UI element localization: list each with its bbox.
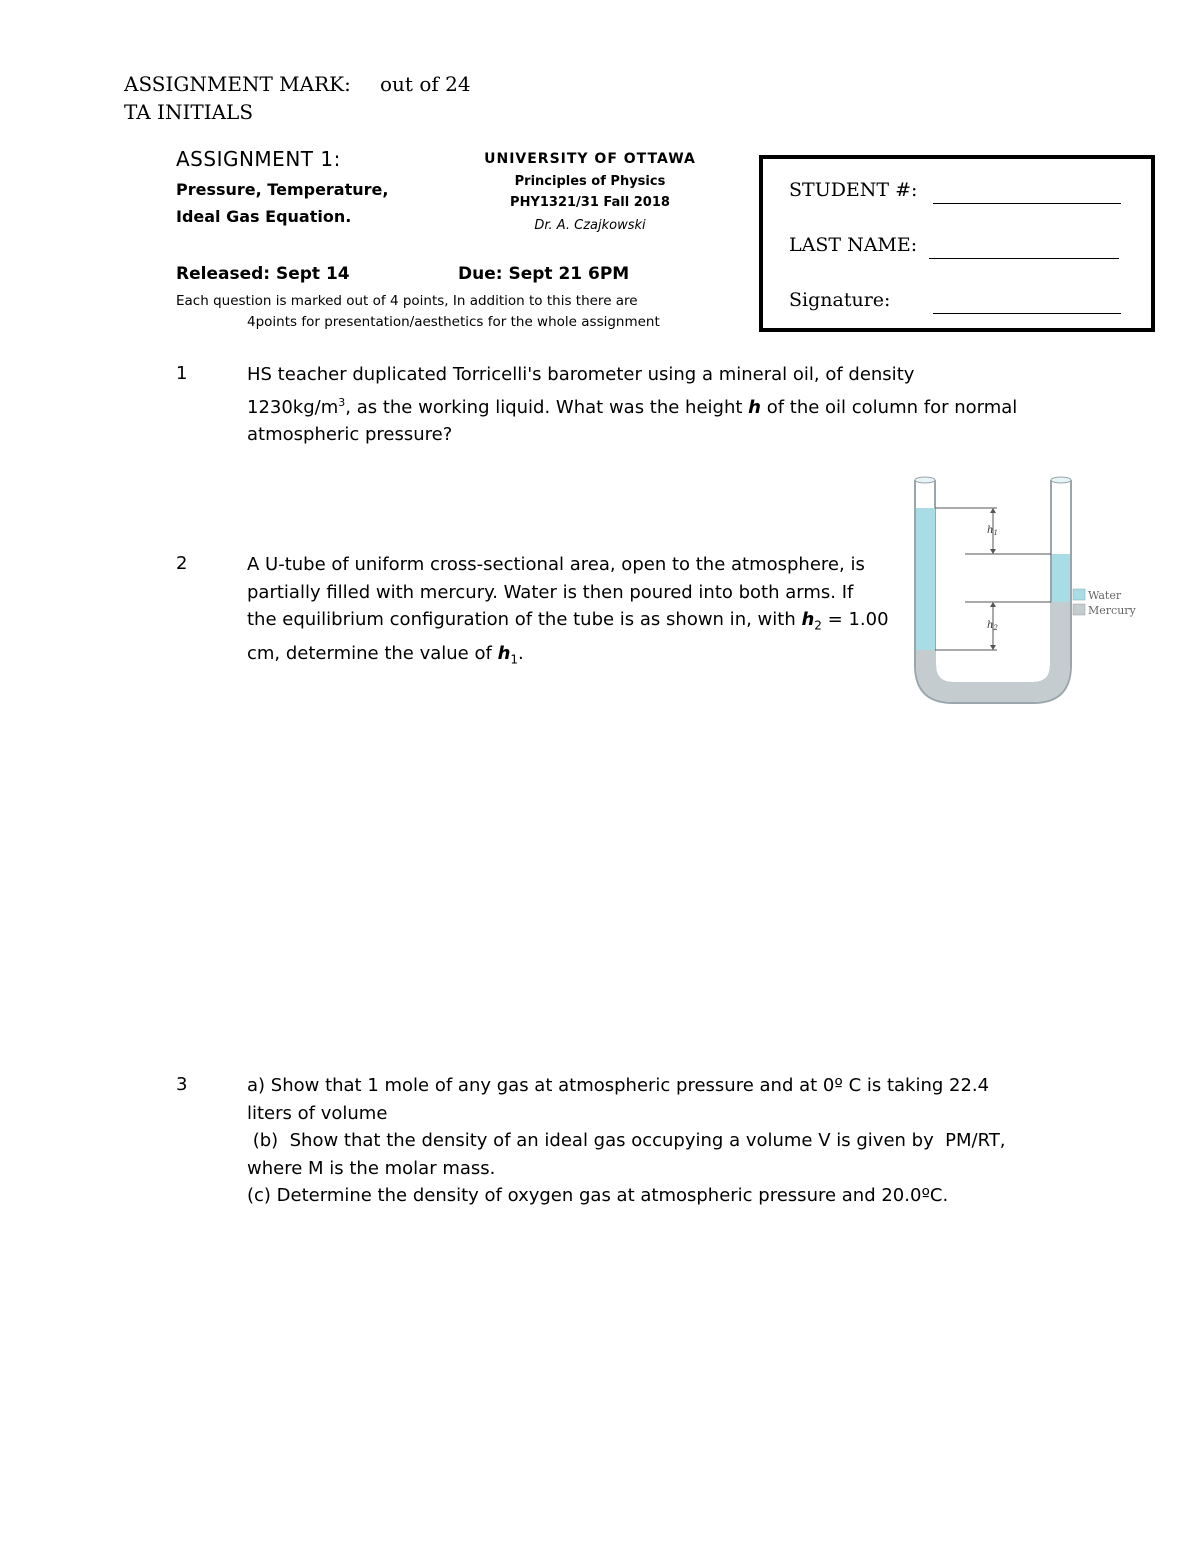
legend-water-label: Water bbox=[1088, 589, 1122, 602]
last-name-row bbox=[789, 234, 917, 256]
question-1-line1: HS teacher duplicated Torricelli's barometer using a mineral oil, of density bbox=[247, 364, 915, 385]
assignment-mark-line bbox=[124, 72, 471, 96]
last-name-label: LAST NAME: bbox=[789, 234, 918, 256]
water-right-column bbox=[1052, 554, 1070, 602]
course-code: PHY1321/31 Fall 2018 bbox=[510, 195, 670, 210]
question-3-line3: (b) Show that the density of an ideal gas occupying a volume V is given by PM/RT, bbox=[247, 1130, 1006, 1151]
university-name: UNIVERSITY OF OTTAWA bbox=[484, 151, 696, 167]
released-date: Released: Sept 14 bbox=[176, 264, 350, 284]
marking-scheme-line1: Each question is marked out of 4 points, In addition to this there are bbox=[176, 293, 638, 309]
student-info-box bbox=[759, 155, 1155, 332]
h2-label: $h_2$ bbox=[987, 620, 998, 632]
ta-initials-label: TA INITIALS bbox=[124, 100, 254, 124]
question-2-number: 2 bbox=[176, 553, 188, 574]
legend-mercury-swatch bbox=[1073, 604, 1085, 615]
question-3-line5: (c) Determine the density of oxygen gas at atmospheric pressure and 20.0ºC. bbox=[247, 1185, 949, 1206]
student-number-field[interactable] bbox=[933, 203, 1121, 204]
assignment-mark-label: ASSIGNMENT MARK: bbox=[124, 72, 351, 96]
question-1-line2: $1230kg/m^3$, as the working liquid. What was the height h of the oil column for normal bbox=[247, 395, 1018, 418]
last-name-field[interactable] bbox=[929, 258, 1119, 259]
assignment-subtitle-line2: Ideal Gas Equation. bbox=[176, 207, 352, 226]
signature-field[interactable] bbox=[933, 313, 1121, 314]
question-2-line2: partially filled with mercury. Water is then poured into both arms. If bbox=[247, 581, 854, 603]
signature-label: Signature: bbox=[789, 289, 891, 311]
legend-mercury-label: Mercury bbox=[1088, 604, 1136, 617]
question-3-line2: liters of volume bbox=[247, 1102, 388, 1124]
u-tube-diagram bbox=[905, 475, 1150, 715]
question-3-number: 3 bbox=[176, 1074, 188, 1095]
instructor-name: Dr. A. Czajkowski bbox=[534, 218, 646, 233]
assignment-title: ASSIGNMENT 1: bbox=[176, 147, 341, 171]
water-left-column bbox=[916, 508, 935, 650]
question-3-text bbox=[247, 1072, 1047, 1210]
student-number-row bbox=[789, 179, 917, 201]
assignment-mark-outof: out of 24 bbox=[380, 72, 471, 96]
due-date: Due: Sept 21 6PM bbox=[458, 264, 630, 284]
legend-water-swatch bbox=[1073, 589, 1085, 600]
assignment-subtitle-line1: Pressure, Temperature, bbox=[176, 180, 389, 199]
question-3-line1: a) Show that 1 mole of any gas at atmospheric pressure and at 0º C is taking 22.4 bbox=[247, 1075, 990, 1096]
question-2-text bbox=[247, 551, 897, 674]
question-2-line3: the equilibrium configuration of the tube is as shown in, with $h_2 = 1.00$ bbox=[247, 609, 889, 633]
question-2-line1: A U-tube of uniform cross-sectional area, open to the atmosphere, is bbox=[247, 554, 865, 575]
question-3-line4: where M is the molar mass. bbox=[247, 1157, 496, 1179]
h1-label: $h_1$ bbox=[987, 525, 998, 537]
question-1-number: 1 bbox=[176, 363, 188, 384]
question-2-line4: cm, determine the value of $h_1$. bbox=[247, 643, 524, 667]
signature-row bbox=[789, 289, 890, 311]
course-title: Principles of Physics bbox=[514, 174, 666, 189]
question-1-text bbox=[247, 361, 1047, 449]
marking-scheme-line2: 4points for presentation/aesthetics for the whole assignment bbox=[247, 314, 660, 330]
student-number-label: STUDENT #: bbox=[789, 179, 918, 201]
question-1-line3: atmospheric pressure? bbox=[247, 424, 453, 445]
